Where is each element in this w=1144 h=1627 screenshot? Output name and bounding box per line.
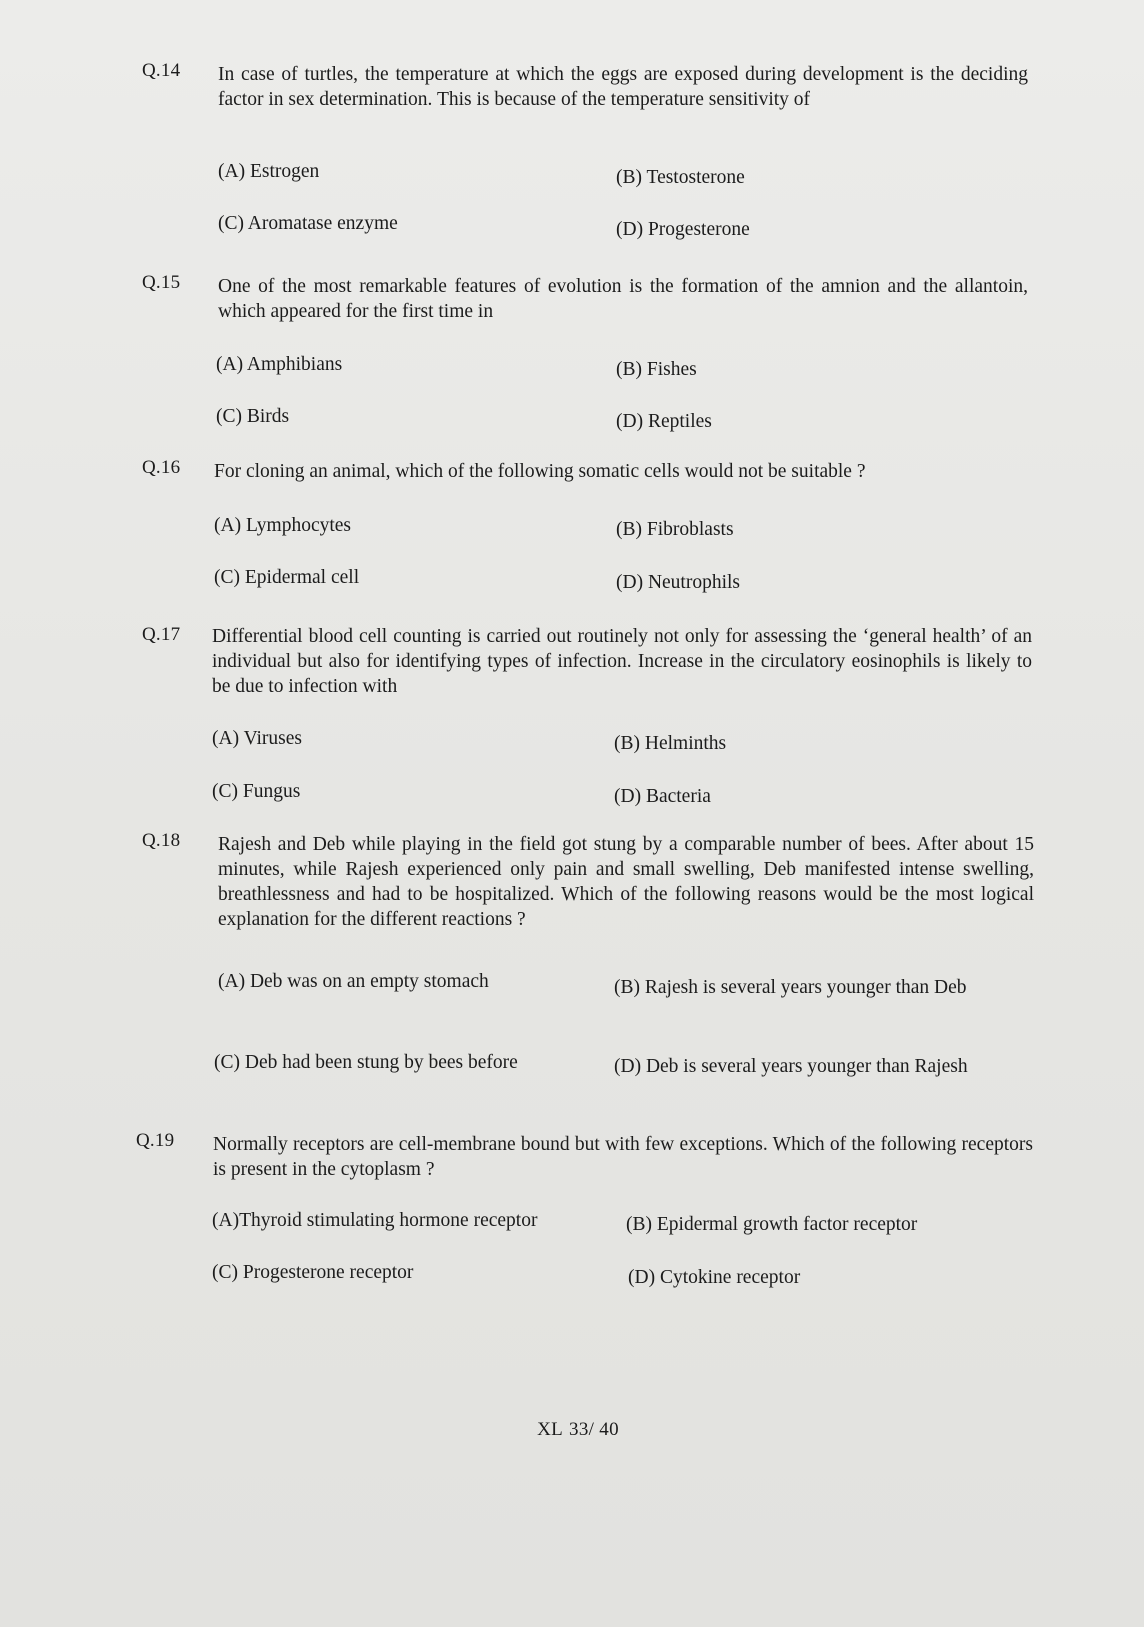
option-b: (B) Rajesh is several years younger than Deb	[614, 977, 967, 998]
question-number: Q.16	[142, 457, 181, 478]
option-a: (A) Deb was on an empty stomach	[218, 971, 489, 992]
option-c: (C) Epidermal cell	[214, 567, 360, 588]
option-d: (D) Bacteria	[614, 786, 711, 807]
option-b: (B) Fibroblasts	[616, 519, 734, 540]
option-a: (A) Estrogen	[218, 161, 320, 182]
question-number: Q.14	[142, 60, 181, 81]
question-number: Q.18	[142, 830, 181, 851]
option-c: (C) Fungus	[212, 781, 301, 802]
option-b: (B) Epidermal growth factor receptor	[626, 1214, 918, 1235]
page-number: 33/ 40	[569, 1419, 619, 1440]
option-c: (C) Deb had been stung by bees before	[214, 1052, 518, 1073]
option-d: (D) Progesterone	[616, 219, 750, 240]
question-text: One of the most remarkable features of evolution is the formation of the amnion and the allantoin, which appeared for the first time in	[218, 276, 1028, 322]
question-text: Normally receptors are cell-membrane bound but with few exceptions. Which of the following receptors is present in the cytoplasm ?	[213, 1134, 1033, 1180]
option-c: (C) Aromatase enzyme	[218, 213, 398, 234]
question-number: Q.17	[142, 624, 181, 645]
option-d: (D) Cytokine receptor	[628, 1267, 801, 1288]
question-text: Differential blood cell counting is carried out routinely not only for assessing the ‘general health’ of an individual but also for identifying types of infection. Increase in the circulatory eosinophils is likely to be due to infection with	[212, 626, 1032, 697]
question-number: Q.19	[136, 1130, 175, 1151]
option-a: (A) Amphibians	[216, 354, 343, 375]
option-a: (A)Thyroid stimulating hormone receptor	[212, 1210, 538, 1231]
page-footer	[0, 1419, 1144, 1441]
option-b: (B) Helminths	[614, 733, 727, 754]
question-text: For cloning an animal, which of the following somatic cells would not be suitable ?	[214, 461, 866, 482]
question-text: Rajesh and Deb while playing in the field got stung by a comparable number of bees. After about 15 minutes, while Rajesh experienced only pain and small swelling, Deb manifested intense swelling, breathlessness and had to be hospitalized. Which of the following reasons would be the most logical explanation for the different reactions ?	[218, 834, 1034, 930]
question-text: In case of turtles, the temperature at which the eggs are exposed during development is the deciding factor in sex determination. This is because of the temperature sensitivity of	[218, 64, 1028, 110]
question-number: Q.15	[142, 272, 181, 293]
option-a: (A) Lymphocytes	[214, 515, 352, 536]
option-c: (C) Progesterone receptor	[212, 1262, 414, 1283]
option-d: (D) Neutrophils	[616, 572, 741, 593]
option-d: (D) Reptiles	[616, 411, 712, 432]
option-c: (C) Birds	[216, 406, 290, 427]
option-d: (D) Deb is several years younger than Rajesh	[614, 1056, 968, 1077]
option-b: (B) Testosterone	[616, 167, 745, 188]
option-b: (B) Fishes	[616, 359, 697, 380]
option-a: (A) Viruses	[212, 728, 302, 749]
paper-code: XL	[537, 1419, 564, 1440]
